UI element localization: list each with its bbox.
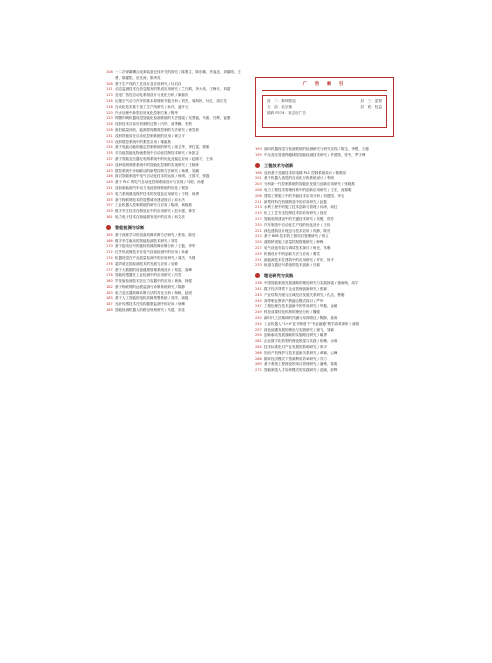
page-number: 225 xyxy=(255,240,262,245)
article-title: 技术标准化对产业发展的影响研究 / 窦平 xyxy=(264,344,327,349)
page-number: 143 xyxy=(106,168,113,173)
page-number: 229 xyxy=(255,251,262,256)
page-number: 206 xyxy=(255,187,262,192)
article-title: 基于人工智能的电机故障预警系统 / 刘洋，唐磊 xyxy=(115,296,189,301)
article-title: 超声波无损检测技术的发展与应用 / 吴敏 xyxy=(115,261,178,266)
article-title: 基于振动信号的旋转机械故障诊断分析 / 王磊，李军 xyxy=(115,244,196,249)
article-title: 企业数字化转型的理论框架与实践 / 柏琳，水涛 xyxy=(264,339,338,344)
article-title: 创新驱动发展战略的实施路径研究 / 喻勇 xyxy=(264,333,327,338)
article-title: 循环经济模式下资源利用效率研究 / 苏力 xyxy=(264,356,327,361)
article-title: 工程伦理在技术创新中的作用研究 / 华磊，金敏 xyxy=(264,304,338,309)
article-title: 高等职业教育产教融合模式探讨 / 严华 xyxy=(264,298,324,303)
page-number: 108 xyxy=(106,70,113,74)
article-title: 电力系统继电保护技术的发展及应用研究 / 于婷，徐勇 xyxy=(115,191,199,196)
page-number: 213 xyxy=(255,205,262,210)
article-title: 一二次弹簧耦合成套装备总体开关的探究 / 陈胜文，陈东鹏，许福忠，刘耀明，王勇，陈耀阳，田先涛，陈秀英 xyxy=(115,70,241,80)
advert-index-box xyxy=(255,77,394,137)
article-title: 基于物联网技术的智慧城市建设探讨 / 邓永杰 xyxy=(115,197,185,202)
section-bullet-icon xyxy=(255,163,260,168)
section-title: 工程技术与创新 xyxy=(264,162,294,168)
page-number: 223 xyxy=(255,234,262,239)
page-number: 193 xyxy=(255,147,262,151)
section-bullet-icon xyxy=(106,225,111,230)
page-number: 155 xyxy=(106,197,113,202)
article-title: 基于深度学习的设备故障诊断方法研究 / 张伟，陈亮 xyxy=(115,232,196,237)
page-number: 113 xyxy=(106,93,113,98)
page-number: 215 xyxy=(255,211,262,216)
page-number: 134 xyxy=(106,145,113,150)
page-number: 250 xyxy=(255,315,262,320)
article-title: 工业机器人控制系统的研究与应用 / 陈涛，黄晓燕 xyxy=(115,203,192,208)
toc-entry[interactable] xyxy=(106,70,242,82)
article-title: 分析新一代控制系统的智能化发展与创新应用研究 / 张晓燕 xyxy=(264,182,355,187)
page-number: 176 xyxy=(106,261,113,266)
page-number: 203 xyxy=(255,182,262,187)
article-title: 浅析数控系统中的柔性应用 / 秦丽燕 xyxy=(115,139,171,144)
article-title: 数字孪生技术在制造业中的应用研究 / 赵永强，林芳 xyxy=(115,209,196,214)
article-title: 焊膜印刷机器视觉智能化检测系统的方法搜索 / 吴贤盛，马雄，吕辉，崔蕾 xyxy=(115,116,231,121)
page-number: 247 xyxy=(255,304,262,309)
page-number: 165 xyxy=(106,232,113,237)
toc-entry[interactable] xyxy=(255,153,394,159)
page-number: 170 xyxy=(106,244,113,249)
article-title: 新型材料在机械制造中的应用研究 / 赵磊 xyxy=(264,199,327,204)
page-number: 249 xyxy=(255,310,262,315)
article-title: 电力变压器故障诊断方法的对比分析 / 杨帆，赵明 xyxy=(115,290,192,295)
page-number: 245 xyxy=(255,298,262,303)
advert-row xyxy=(267,110,382,116)
page-number: 259 xyxy=(255,333,262,338)
toc-right-column xyxy=(255,147,394,374)
page-number: 149 xyxy=(106,180,113,185)
article-title: 产业结构升级与区域经济发展关系研究 / 孔洁，曹刚 xyxy=(264,292,345,297)
page-number: 189 xyxy=(106,308,113,313)
article-title: 基于系统工程理论的项目管理研究 / 潘博，葛明 xyxy=(264,362,338,367)
article-title: 光纤传感技术在结构健康监测中的应用 / 徐琳 xyxy=(115,302,185,307)
article-title: 基于机器人视觉的自动化分拣系统设计 / 李明 xyxy=(264,176,334,181)
page-number: 262 xyxy=(255,339,262,344)
page-number: 172 xyxy=(106,250,113,255)
toc-entry[interactable] xyxy=(255,263,394,269)
section-heading xyxy=(106,224,242,231)
article-title: 机械设计中的创新方法与应用 / 秦雪 xyxy=(264,251,320,256)
toc-entry[interactable] xyxy=(106,215,242,221)
article-title: 汽车制造中自动化生产线的优化设计 / 王伟 xyxy=(264,222,331,227)
page-number: 195 xyxy=(255,152,262,157)
article-title: 新能源技术在建筑中的应用研究 / 许东，何平 xyxy=(264,257,334,262)
article-title: 机器视觉在产品质量检测中的应用研究 / 周杰，马强 xyxy=(115,255,196,260)
article-title: 浅析技术自检后机制的过程 / 闫华，高季鹏，史熊 xyxy=(115,122,192,127)
page-number: 137 xyxy=(106,156,113,161)
article-title: 数字孪生驱动的智能检测技术研究 / 刘芳 xyxy=(115,238,178,243)
section-title: 智能检测与诊断 xyxy=(115,224,145,230)
article-title: 建筑工程施工中的节能技术应用分析 / 刘建国，李玉 xyxy=(264,193,345,198)
article-title: 基于生产线的工艺设计及应用研究 / 付启存 xyxy=(115,81,182,86)
article-title: 化工工艺安全控制技术的应用研究 / 钱亮 xyxy=(264,211,327,216)
page-number: 221 xyxy=(255,228,262,233)
article-title: 自动化技术基于加工生产线研究 / 孙洋，凌开元 xyxy=(115,104,189,109)
article-title: 浅析铁板用在自动化控制系统的应用 / 黄文平 xyxy=(115,133,185,138)
article-title: 智能检测机器人的路径规划研究 / 马超，宋佳 xyxy=(115,308,185,313)
advert-entry: 插码 P274：务态杜广告 xyxy=(267,111,306,115)
page-number: 211 xyxy=(255,199,262,204)
article-title: 数字经济背景下企业管理创新研究 / 张颖 xyxy=(264,286,327,291)
article-title: 绿色低碳发展的理论与实践研究 / 谢飞，邹颖 xyxy=(264,327,334,332)
page-number: 187 xyxy=(106,302,113,307)
article-title: 压缩空气动力汽车的基本原理和节能分析 / 刘杰，周海民，付红，周长龙 xyxy=(115,98,227,103)
page-number: 128 xyxy=(106,127,113,132)
section-heading xyxy=(255,272,394,279)
article-title: 面向机器视觉与检测系统的检测研究与研究实现 / 陈宝，李想，王健 xyxy=(264,147,369,151)
page-number: 268 xyxy=(255,356,262,361)
section-title: 理论研究与实践 xyxy=(264,273,294,279)
article-title: 基于物联网的远程监测与诊断系统研究 / 陈静 xyxy=(115,284,185,289)
page-number: 120 xyxy=(106,110,113,115)
page-number: 266 xyxy=(255,350,262,355)
article-title: 电力电子技术在新能源发电中的应用 / 何文亮 xyxy=(115,214,185,219)
article-title: 废旧能量回收，能源蒙现精准控制的方法研究 / 徐雪晨 xyxy=(115,127,199,132)
advert-index-title: 广 告 索 引 xyxy=(302,82,347,87)
page-number: 131 xyxy=(106,133,113,138)
article-title: 基于 BIM 技术的工程项目管理研究 / 蒋立 xyxy=(264,234,329,239)
page-number: 198 xyxy=(255,170,262,175)
page-number: 135 xyxy=(106,151,113,156)
article-title: 动态监测技术在信息服务的集成应用研究 / 兰白鹤，李大伟，王梅月，刘超 xyxy=(115,87,231,92)
page-number: 153 xyxy=(106,191,113,196)
article-title: 多功能智能化物流系统中自动化控制技术研究 / 孙凯宝 xyxy=(115,151,199,156)
page-number: 182 xyxy=(106,284,113,289)
page-number: 159 xyxy=(106,209,113,214)
article-title: 浅析新能源汽车动力电池管理系统的优化 / 程剑 xyxy=(115,185,189,190)
page-number: 264 xyxy=(255,344,262,349)
page-number: 118 xyxy=(106,104,113,109)
page-number: 227 xyxy=(255,245,262,250)
advert-entry: 封 三：雷程 xyxy=(360,99,382,103)
article-title: 浅析电网调度系统中的智能化控制的实现研究 / 王晓钟 xyxy=(115,162,199,167)
advert-index-list xyxy=(262,95,387,128)
article-title: 中国智能制造发展战略的理论研究与实践探索 / 施雨萌，周宇 xyxy=(264,281,359,286)
page-number: 238 xyxy=(255,281,262,286)
article-title: 基于电能功能的稳定控制系统的研究 / 周卫华，李红雷，程聪 xyxy=(115,145,210,150)
page-number: 185 xyxy=(106,296,113,301)
article-title: 智能制造人才培养模式的实践研究 / 范晓，彭辉 xyxy=(264,368,338,373)
article-title: 工业机器人“1+X”证书制度下“书证融通”教学改革探析 / 戚明 xyxy=(264,321,360,326)
page-number: 161 xyxy=(106,214,113,219)
page-number: 241 xyxy=(255,286,262,291)
page-number: 123 xyxy=(106,116,113,121)
article-title: 智能电网建设中的关键技术研究 / 吴俊，郑芳 xyxy=(264,216,334,221)
page-number: 116 xyxy=(106,98,113,103)
toc-left-column xyxy=(106,70,242,314)
advert-divider xyxy=(262,90,387,91)
page-number: 108 xyxy=(106,81,113,86)
article-title: 基于智能变压器在电网系统中的优化及稳定应用 / 赵刚才，王伟 xyxy=(115,156,213,161)
page-number: 220 xyxy=(255,222,262,227)
page-number: 133 xyxy=(106,139,113,144)
article-title: 科技成果转化机制的理论分析 / 魏强 xyxy=(264,310,320,315)
section-bullet-icon xyxy=(255,273,260,278)
page-number: 177 xyxy=(106,267,113,272)
page-number: 272 xyxy=(255,368,262,373)
article-title: 基于 PLC 的电气自动化控制系统设计与实现 / 马明，孙强 xyxy=(115,180,205,185)
article-title: 红外热成像技术在电气设备检测中的应用 / 孙丽 xyxy=(115,250,189,255)
article-title: 数控系统中多轴联动的新型控制方法研究 / 杨勇，吴鹏 xyxy=(115,168,199,173)
article-title: 轨道交通信号系统的技术创新 / 吕斌 xyxy=(264,263,320,268)
page-number: 254 xyxy=(255,321,262,326)
toc-entry[interactable] xyxy=(106,308,242,314)
article-title: 探讨智能制造中电气自动化技术的运用 / 徐琪，王国平，张磊 xyxy=(115,174,210,179)
article-title: 变电厂热控自动化系统设计与优化分析 / 柴瑞庆 xyxy=(115,93,189,98)
article-title: 声发射检测技术在压力容器中的应用 / 黄涛，林强 xyxy=(115,279,192,284)
page-number: 208 xyxy=(255,193,262,198)
page-number: 231 xyxy=(255,257,262,262)
page-number: 201 xyxy=(255,176,262,181)
article-title: 知识产权保护与技术创新关系研究 / 章颖，云峰 xyxy=(264,350,338,355)
page-number: 269 xyxy=(255,362,262,367)
page-number: 157 xyxy=(106,203,113,208)
article-title: 道路桥梁施工质量控制措施研究 / 韩梅 xyxy=(264,240,324,245)
page-number: 180 xyxy=(106,279,113,284)
page-number: 111 xyxy=(106,87,113,92)
article-title: 智能传感器在工业检测中的应用研究 / 冯雪 xyxy=(115,273,182,278)
article-title: 电力工程技术管理体系中的创新应用研究 / 王宏，高瑞明 xyxy=(264,187,352,192)
article-title: 基于大数据的设备健康管理系统设计 / 郑浩，高峰 xyxy=(115,267,192,272)
page-number: 146 xyxy=(106,174,113,179)
page-number: 126 xyxy=(106,122,113,127)
page-number: 140 xyxy=(106,162,113,167)
page-number: 178 xyxy=(106,273,113,278)
page-number: 151 xyxy=(106,185,113,190)
page-number: 168 xyxy=(106,238,113,243)
page-number: 233 xyxy=(255,263,262,268)
advert-entry: 封 二：斯坤智造 xyxy=(267,99,296,103)
article-title: 电气设备安装与调试技术探讨 / 杨光，朱琳 xyxy=(264,245,331,250)
page-number: 217 xyxy=(255,216,262,221)
article-title: 绿色建筑设计理念与技术应用 / 冯静，陈亮 xyxy=(264,228,331,233)
article-title: 水利工程中的施工技术创新与管理 / 孙涛，周红 xyxy=(264,205,338,210)
page-number: 243 xyxy=(255,292,262,297)
article-title: 新时代工匠精神的内涵与培育路径 / 陶静，姜涛 xyxy=(264,315,338,320)
page-number: 174 xyxy=(106,255,113,260)
section-heading xyxy=(255,162,394,169)
page-number: 257 xyxy=(255,327,262,332)
page-number: 183 xyxy=(106,290,113,295)
advert-entry: 文 前：北京赛 xyxy=(267,105,293,109)
advert-entry: 封 底：桂益 xyxy=(360,105,382,109)
article-title: 中压高压管道焊缝缺陷智能检测技术研究 / 许建勋，张韦，罗宇博 xyxy=(264,152,366,157)
article-title: 浅析基于变频技术的电梯 PLC 控制系统设计 / 陈俊泉 xyxy=(264,170,347,175)
article-title: 汽水处理中新型应用优化控制方案 / 陶华 xyxy=(115,110,178,115)
toc-entry[interactable] xyxy=(255,368,394,374)
